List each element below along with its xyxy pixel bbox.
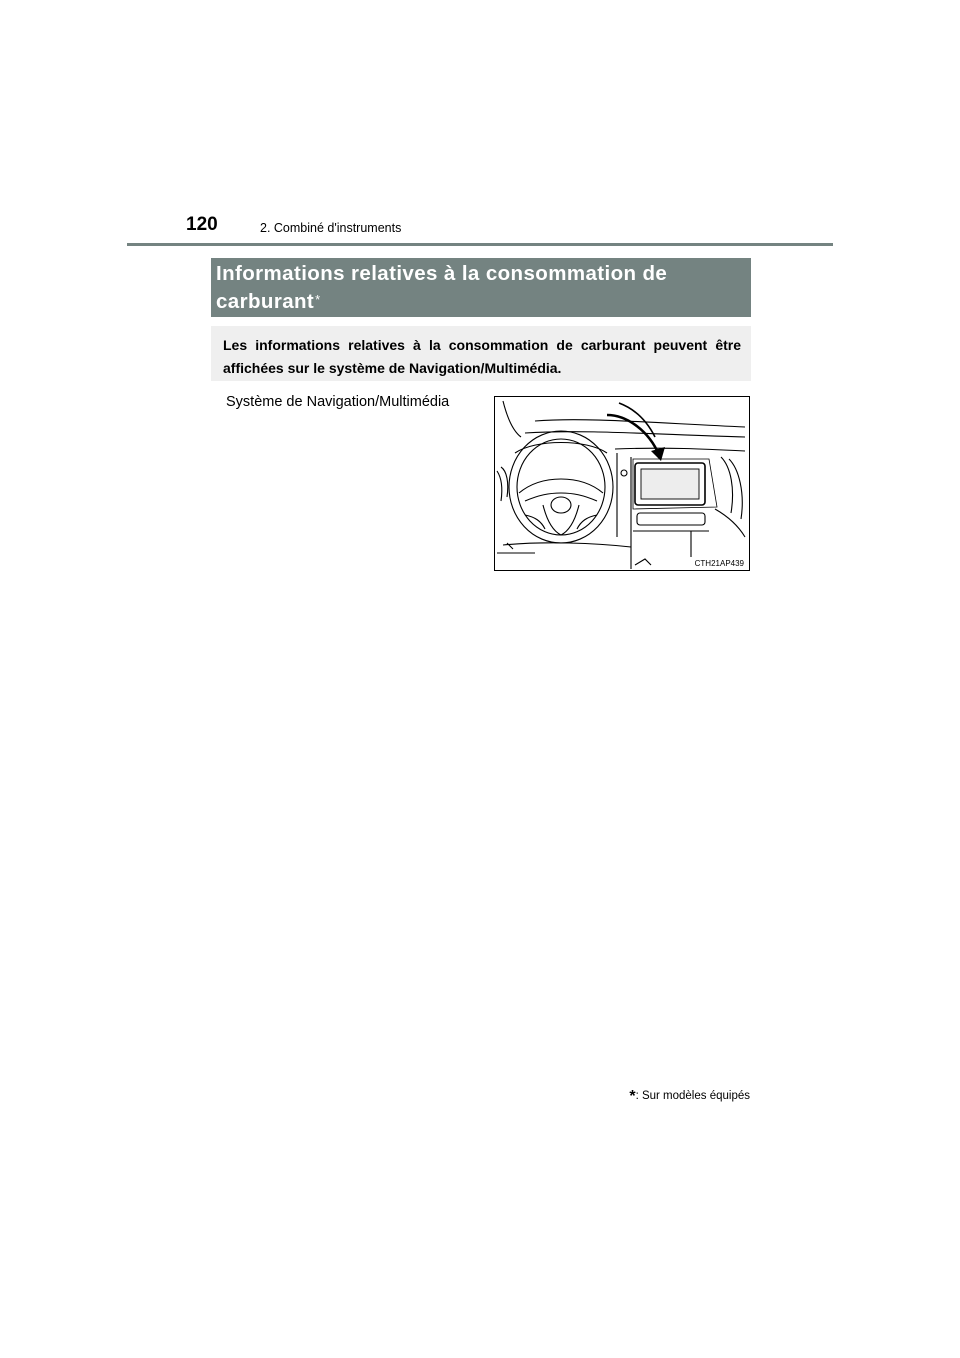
figure-caption: Système de Navigation/Multimédia (226, 394, 450, 410)
dashboard-drawing (495, 397, 749, 570)
footnote-asterisk: * (629, 1088, 636, 1105)
section-title-text: Informations relatives à la consommation de carburant (216, 262, 668, 313)
footnote (629, 1088, 750, 1106)
intro-text: Les informations relatives à la consommation de carburant peuvent être affichées sur le système de Navigation/Multimédia. (223, 337, 741, 376)
title-asterisk: * (315, 292, 321, 307)
page-number: 120 (186, 214, 218, 235)
dashboard-illustration (494, 396, 750, 571)
footnote-text: : Sur modèles équipés (635, 1090, 750, 1102)
section-title (211, 258, 751, 317)
chapter-title: 2. Combiné d'instruments (260, 221, 402, 235)
header-rule (127, 243, 833, 246)
intro-box (211, 326, 751, 381)
illustration-code: CTH21AP439 (694, 559, 744, 568)
